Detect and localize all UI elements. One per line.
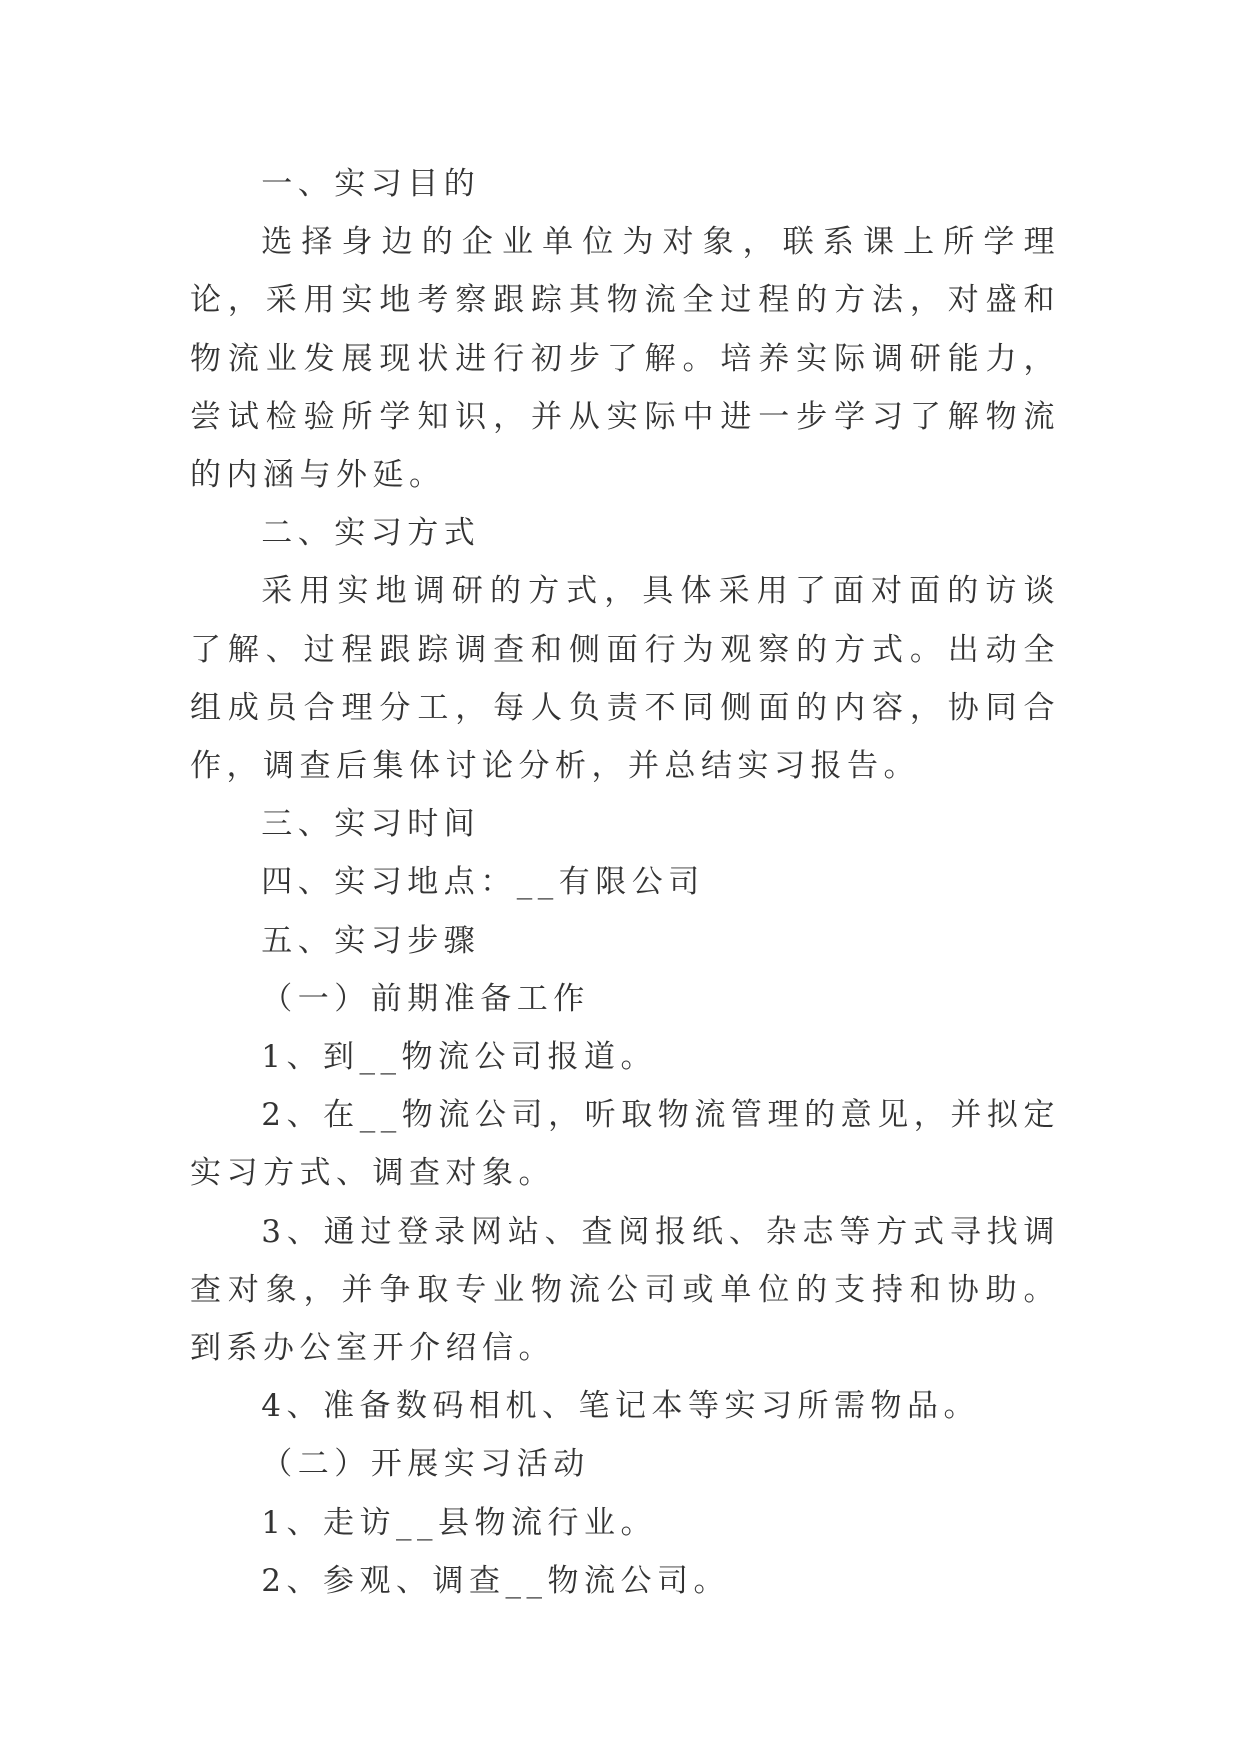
subheading-preparation: （一）前期准备工作 [261, 980, 590, 1017]
heading-time: 三、实习时间 [261, 806, 481, 843]
document-body [190, 155, 1060, 1610]
list-item: 2、参观、调查__物流公司。 [261, 1562, 731, 1599]
subheading-activities: （二）开展实习活动 [261, 1446, 590, 1483]
heading-method: 二、实习方式 [261, 515, 481, 552]
heading-location: 四、实习地点：__有限公司 [261, 864, 705, 901]
paragraph-method: 采用实地调研的方式，具体采用了面对面的访谈了解、过程跟踪调查和侧面行为观察的方式。出动全组成员合理分工，每人负责不同侧面的内容，协同合作，调查后集体讨论分析，并总结实习报告。 [190, 573, 1060, 785]
list-item: 1、走访__县物流行业。 [261, 1504, 658, 1541]
heading-purpose: 一、实习目的 [261, 166, 481, 202]
list-item: 2、在__物流公司，听取物流管理的意见，并拟定实习方式、调查对象。 [190, 1097, 1060, 1192]
list-item: 3、通过登录网站、查阅报纸、杂志等方式寻找调查对象，并争取专业物流公司或单位的支持和协助。到系办公室开介绍信。 [190, 1213, 1060, 1367]
heading-steps: 五、实习步骤 [261, 922, 481, 959]
list-item: 4、准备数码相机、笔记本等实习所需物品。 [261, 1388, 981, 1425]
paragraph-purpose: 选择身边的企业单位为对象，联系课上所学理论，采用实地考察跟踪其物流全过程的方法，对盛和物流业发展现状进行初步了解。培养实际调研能力，尝试检验所学知识，并从实际中进一步学习了解物流的内涵与外延。 [190, 224, 1060, 494]
list-item: 1、到__物流公司报道。 [261, 1039, 658, 1076]
